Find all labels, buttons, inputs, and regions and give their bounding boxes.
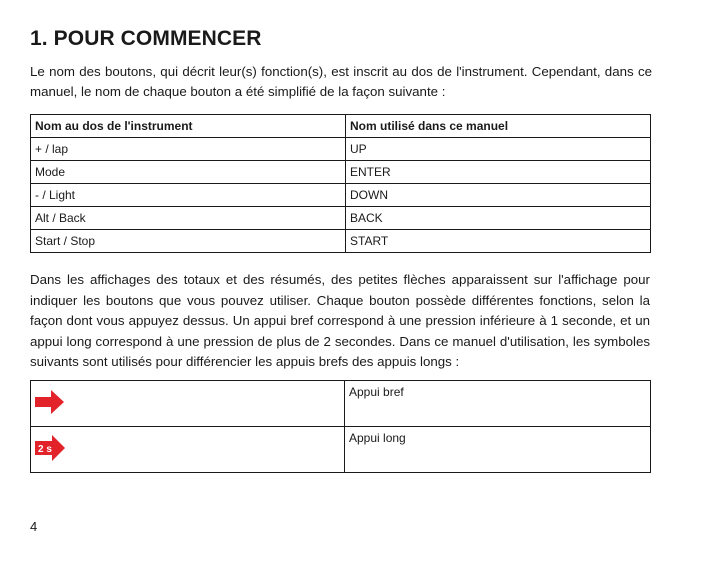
header-manual-name: Nom utilisé dans ce manuel (346, 115, 651, 138)
long-press-label: Appui long (345, 427, 651, 473)
manual-name-cell: ENTER (346, 161, 651, 184)
intro-paragraph: Le nom des boutons, qui décrit leur(s) fonction(s), est inscrit au dos de l'instrument. Cependant, dans ce manuel, le nom de chaque bouton a été simplifié de la façon suivante : (30, 64, 652, 99)
page-title: 1. POUR COMMENCER (30, 27, 262, 50)
table-row (31, 161, 651, 184)
instrument-name-cell: Mode (31, 161, 346, 184)
instrument-name-cell: Alt / Back (31, 207, 346, 230)
press-symbols-table (30, 380, 651, 473)
short-press-arrow-icon (34, 389, 66, 415)
long-press-arrow-icon (34, 434, 66, 462)
manual-name-cell: UP (346, 138, 651, 161)
table-row (31, 381, 651, 427)
header-instrument-name: Nom au dos de l'instrument (31, 115, 346, 138)
instrument-name-cell: - / Light (31, 184, 346, 207)
body-paragraph: Dans les affichages des totaux et des résumés, des petites flèches apparaissent sur l'affichage pour indiquer les boutons que vous pouvez utiliser. Chaque bouton possède différentes fonctions, selon la façon dont vous appuyez dessus. Un appui bref correspond à une pression inférieure à 1 seconde, et un appui long correspond à une pression de plus de 2 secondes. Dans ce manuel d'utilisation, les symboles suivants sont utilisés pour différencier les appuis brefs des appuis longs : (30, 272, 650, 369)
manual-name-cell: DOWN (346, 184, 651, 207)
short-press-label: Appui bref (345, 381, 651, 427)
page-number: 4 (30, 519, 38, 534)
table-row (31, 184, 651, 207)
manual-name-cell: BACK (346, 207, 651, 230)
table-row (31, 207, 651, 230)
table-header-row (31, 115, 651, 138)
arrow-shape (35, 390, 64, 414)
table-row (31, 138, 651, 161)
long-press-duration-text: 2 s (38, 444, 52, 455)
instrument-name-cell: + / lap (31, 138, 346, 161)
manual-name-cell: START (346, 230, 651, 253)
table-row (31, 427, 651, 473)
symbol-cell (31, 381, 345, 427)
symbol-cell (31, 427, 345, 473)
instrument-name-cell: Start / Stop (31, 230, 346, 253)
table-row (31, 230, 651, 253)
button-names-table (30, 114, 651, 253)
